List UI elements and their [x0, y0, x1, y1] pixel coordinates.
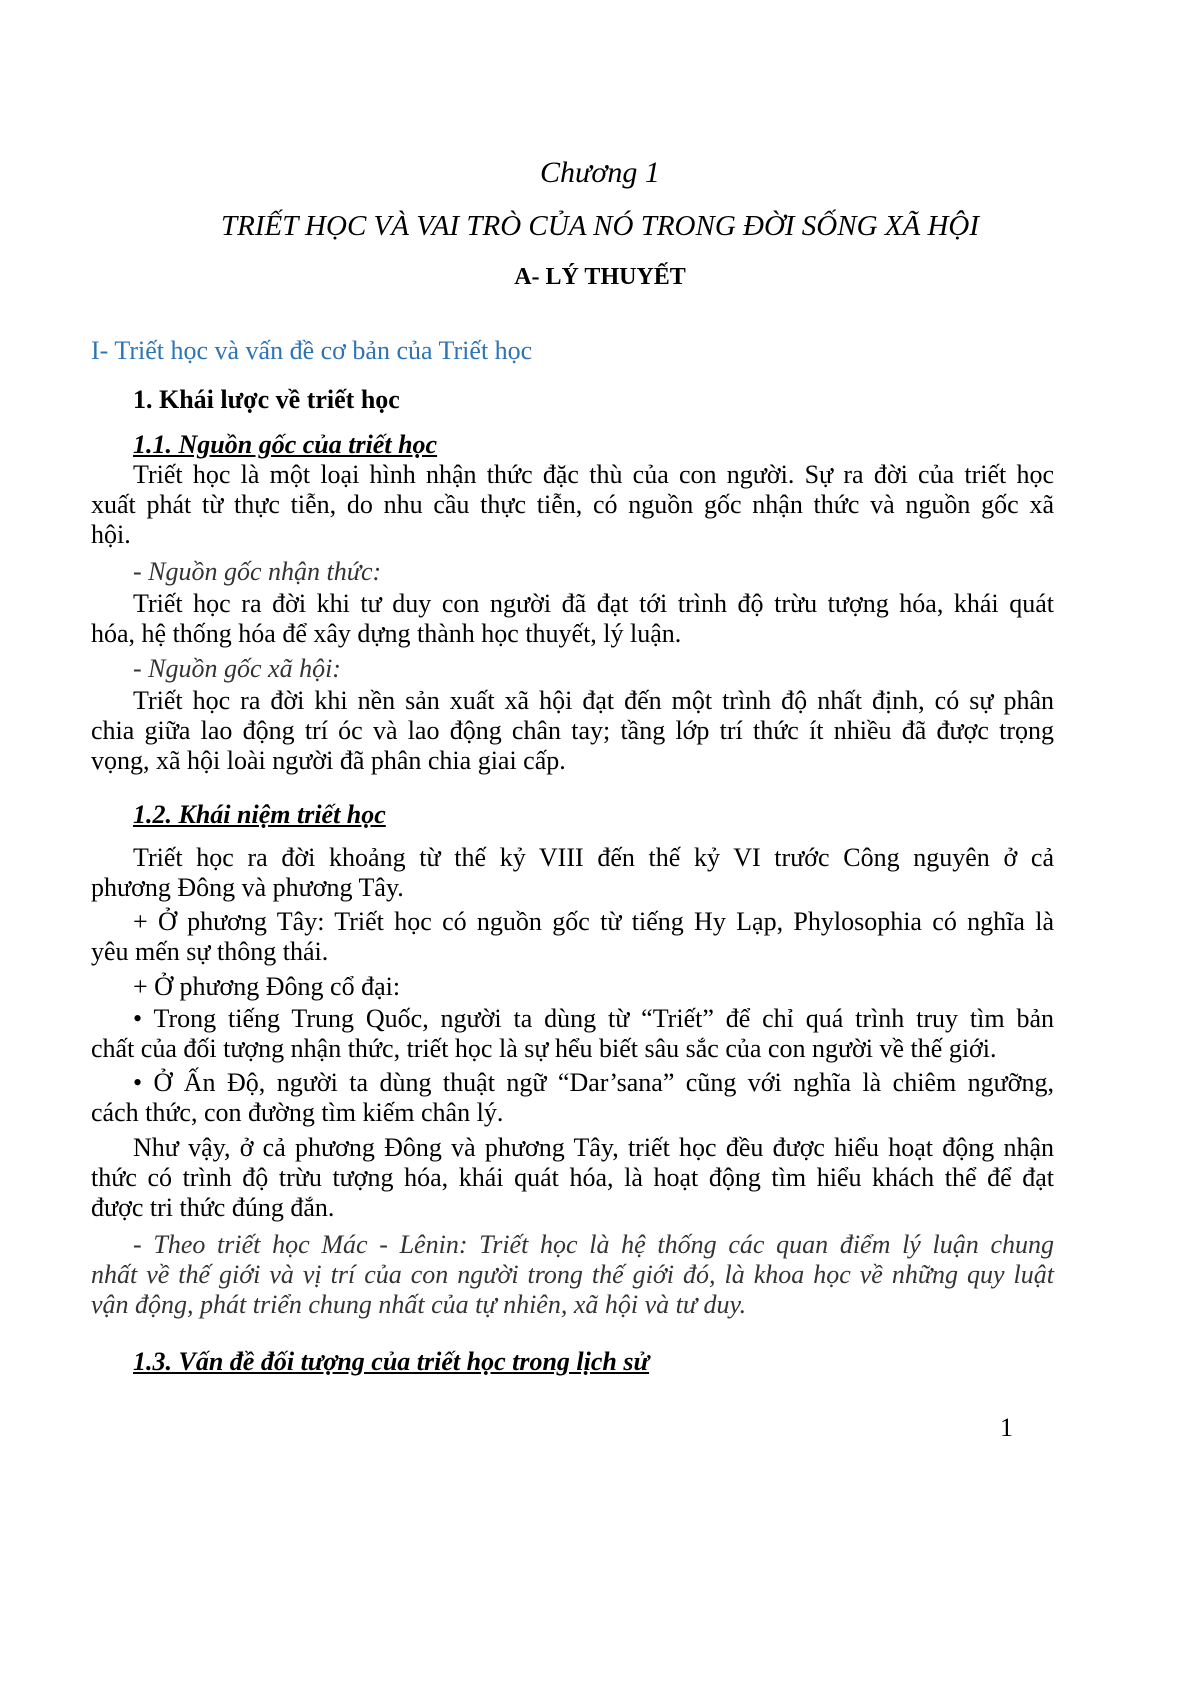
paragraph-line: vọng, xã hội loài người đã phân chia giai cấp.	[91, 746, 566, 775]
paragraph-origin	[91, 460, 1054, 550]
chapter-label: Chương 1	[540, 156, 660, 189]
paragraph-line: Như vậy, ở cả phương Đông và phương Tây, triết học đều được hiểu hoạt động nhận	[133, 1133, 1054, 1162]
paragraph-line: vận động, phát triển chung nhất của tự nhiên, xã hội và tư duy.	[91, 1290, 747, 1319]
paragraph-line: chia giữa lao động trí óc và lao động chân tay; tầng lớp trí thức ít nhiều đã được trọng	[91, 716, 1054, 745]
bullet-china	[91, 1004, 1054, 1064]
paragraph-line: - Theo triết học Mác - Lênin: Triết học là hệ thống các quan điểm lý luận chung	[133, 1230, 1054, 1259]
paragraph-marxist-definition	[91, 1230, 1054, 1320]
paragraph-line: Triết học ra đời khi tư duy con người đã đạt tới trình độ trừu tượng hóa, khái quát	[133, 589, 1054, 618]
paragraph-west	[91, 907, 1054, 967]
paragraph-line: chất của đối tượng nhận thức, triết học là sự hểu biết sâu sắc của con người về thế giới.	[91, 1034, 997, 1063]
paragraph-line: hóa, hệ thống hóa để xây dựng thành học thuyết, lý luận.	[91, 619, 682, 648]
bullet-india	[91, 1068, 1054, 1128]
paragraph-line: thức có trình độ trừu tượng hóa, khái quát hóa, là hoạt động tìm hiểu khách thể để đạt	[91, 1163, 1054, 1192]
sub-heading-social-origin: - Nguồn gốc xã hội:	[133, 654, 341, 683]
paragraph-line: Triết học là một loại hình nhận thức đặc thù của con người. Sự ra đời của triết học	[133, 460, 1054, 489]
paragraph-line: được tri thức đúng đắn.	[91, 1193, 335, 1222]
sub-heading-cognitive-origin: - Nguồn gốc nhận thức:	[133, 557, 382, 586]
paragraph-line: cách thức, con đường tìm kiếm chân lý.	[91, 1098, 504, 1127]
paragraph-social-origin	[91, 686, 1054, 776]
paragraph-line: yêu mến sự thông thái.	[91, 937, 329, 966]
paragraph-east: + Ở phương Đông cổ đại:	[133, 972, 401, 1001]
section-heading-I: I- Triết học và vấn đề cơ bản của Triết học	[91, 336, 533, 365]
paragraph-line: Triết học ra đời khoảng từ thế kỷ VIII đến thế kỷ VI trước Công nguyên ở cả	[133, 843, 1054, 872]
paragraph-line: nhất về thế giới và vị trí của con người trong thế giới đó, là khoa học về những quy luật	[91, 1260, 1054, 1289]
paragraph-line: xuất phát từ thực tiễn, do nhu cầu thực tiễn, có nguồn gốc nhận thức và nguồn gốc xã	[91, 490, 1054, 519]
chapter-title: TRIẾT HỌC VÀ VAI TRÒ CỦA NÓ TRONG ĐỜI SỐNG XÃ HỘI	[220, 210, 980, 242]
subsection-heading-1-1: 1.1. Nguồn gốc của triết học	[133, 430, 438, 459]
paragraph-line: • Ở Ấn Độ, người ta dùng thuật ngữ “Dar’sana” cũng với nghĩa là chiêm ngưỡng,	[133, 1068, 1054, 1097]
subsection-heading-1-2: 1.2. Khái niệm triết học	[133, 800, 386, 829]
paragraph-philosophy-origin-time	[91, 843, 1054, 903]
paragraph-line: • Trong tiếng Trung Quốc, người ta dùng từ “Triết” để chỉ quá trình truy tìm bản	[133, 1004, 1054, 1033]
subsection-heading-1-3: 1.3. Vấn đề đối tượng của triết học trong lịch sử	[133, 1347, 650, 1376]
page-number: 1	[1000, 1413, 1013, 1442]
paragraph-line: Triết học ra đời khi nền sản xuất xã hội đạt đến một trình độ nhất định, có sự phân	[133, 686, 1054, 715]
paragraph-line: hội.	[91, 520, 131, 549]
paragraph-line: phương Đông và phương Tây.	[91, 873, 404, 902]
paragraph-line: + Ở phương Tây: Triết học có nguồn gốc từ tiếng Hy Lạp, Phylosophia có nghĩa là	[133, 907, 1054, 936]
paragraph-cognitive-origin	[91, 589, 1054, 649]
section-heading-1: 1. Khái lược về triết học	[133, 385, 400, 414]
paragraph-summary	[91, 1133, 1054, 1223]
part-heading: A- LÝ THUYẾT	[514, 264, 686, 290]
